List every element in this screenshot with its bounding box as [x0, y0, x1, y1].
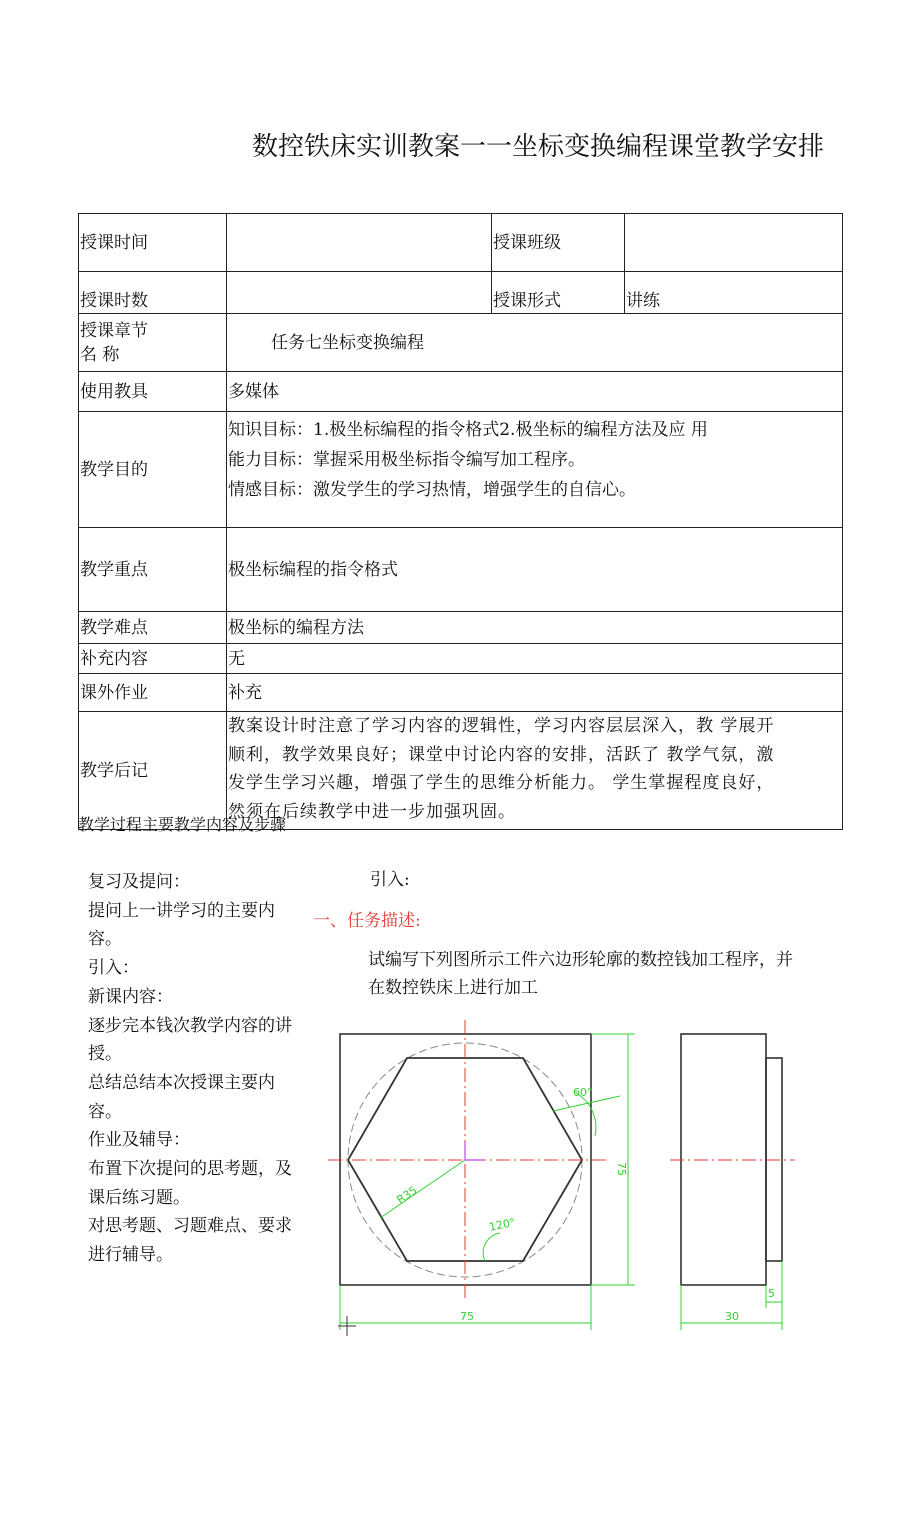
- goal-label: 教学目的: [79, 412, 227, 528]
- angle-60-arc: [576, 1093, 596, 1136]
- step-item: 引入：: [88, 958, 139, 979]
- step-item: 对思考题、习题难点、要求进行辅导。: [88, 1216, 292, 1266]
- homework-value: 补充: [227, 674, 843, 712]
- side-width-dim-text: 30: [725, 1310, 739, 1323]
- step-item: 作业及辅导：: [88, 1130, 190, 1151]
- class-label: 授课班级: [492, 214, 625, 272]
- afterword-line: 发学生学习兴趣，增强了学生的思维分析能力。 学生掌握程度良好，: [228, 773, 775, 793]
- step-item: 提问上一讲学习的主要内容。: [88, 900, 275, 950]
- step-item: 布置下次提问的思考题，及课后练习题。: [88, 1159, 292, 1208]
- chapter-label-line1: 授课章节: [80, 320, 148, 341]
- angle-60-label: 60°: [573, 1086, 593, 1099]
- angle-120-label: 120°: [487, 1215, 517, 1234]
- chapter-label: [79, 314, 227, 372]
- process-label: 教学过程主要教学内容及步骤: [78, 815, 287, 834]
- front-view: [328, 1020, 635, 1336]
- angle-120-arc: [483, 1233, 500, 1261]
- radius-leader: [380, 1160, 465, 1218]
- goal-content: [227, 412, 843, 528]
- side-view: [670, 1034, 795, 1330]
- task-heading: 一、任务描述:: [313, 911, 421, 931]
- afterword-line: 然须在后续教学中进一步加强巩固。: [228, 801, 516, 822]
- time-label: 授课时间: [79, 214, 227, 272]
- time-value: [227, 214, 492, 272]
- hours-value: [227, 272, 492, 314]
- step-item: 总结总结本次授课主要内 容。: [88, 1072, 275, 1122]
- radius-label: R35: [394, 1183, 420, 1207]
- intro-label: 引入:: [370, 870, 410, 890]
- afterword-content: [227, 712, 843, 830]
- chapter-label-line2: 名 称: [80, 344, 120, 365]
- difficulty-label: 教学难点: [79, 612, 227, 644]
- page-title: 数控铁床实训教案一一坐标变换编程课堂教学安排: [252, 132, 825, 162]
- afterword-line: 顺利，教学效果良好；课堂中讨论内容的安排，活跃了 教学气氛，激: [228, 744, 775, 765]
- task-description: 试编写下列图所示工件六边形轮廓的数控钱加工程序，并在数控铁床上进行加工: [368, 950, 793, 998]
- key-label: 教学重点: [79, 528, 227, 612]
- class-value: [625, 214, 843, 272]
- hours-label: 授课时数: [79, 272, 227, 314]
- goal-line: 能力目标：掌握采用极坐标指令编写加工程序。: [228, 450, 585, 470]
- boss-dim-text: 5: [768, 1287, 775, 1300]
- afterword-line: 教案设计时注意了学习内容的逻辑性，学习内容层层深入，教 学展开: [228, 716, 775, 736]
- chapter-value: 任务七坐标变换编程: [227, 314, 843, 372]
- step-item: 复习及提问：: [88, 872, 190, 892]
- goal-line: 知识目标：1.极坐标编程的指令格式2.极坐标的编程方法及应 用: [228, 420, 708, 440]
- goal-line: 情感目标：激发学生的学习热情，增强学生的自信心。: [228, 480, 636, 500]
- workpiece-drawing: [320, 1018, 800, 1343]
- tools-label: 使用教具: [79, 372, 227, 412]
- height-dim-text: 75: [615, 1162, 628, 1176]
- afterword-label: 教学后记: [79, 712, 227, 830]
- step-item: 逐步完本钱次教学内容的讲授。: [88, 1015, 292, 1065]
- key-value: 极坐标编程的指令格式: [227, 528, 843, 612]
- width-dim-text: 75: [460, 1310, 474, 1323]
- step-item: 新课内容：: [88, 986, 173, 1007]
- supplement-label: 补充内容: [79, 644, 227, 674]
- form-value: 讲练: [625, 272, 843, 314]
- tools-value: 多媒体: [227, 372, 843, 412]
- homework-label: 课外作业: [79, 674, 227, 712]
- form-label: 授课形式: [492, 272, 625, 314]
- supplement-value: 无: [227, 644, 843, 674]
- difficulty-value: 极坐标的编程方法: [227, 612, 843, 644]
- teaching-steps: [88, 868, 293, 1270]
- lesson-info-table: [78, 213, 843, 830]
